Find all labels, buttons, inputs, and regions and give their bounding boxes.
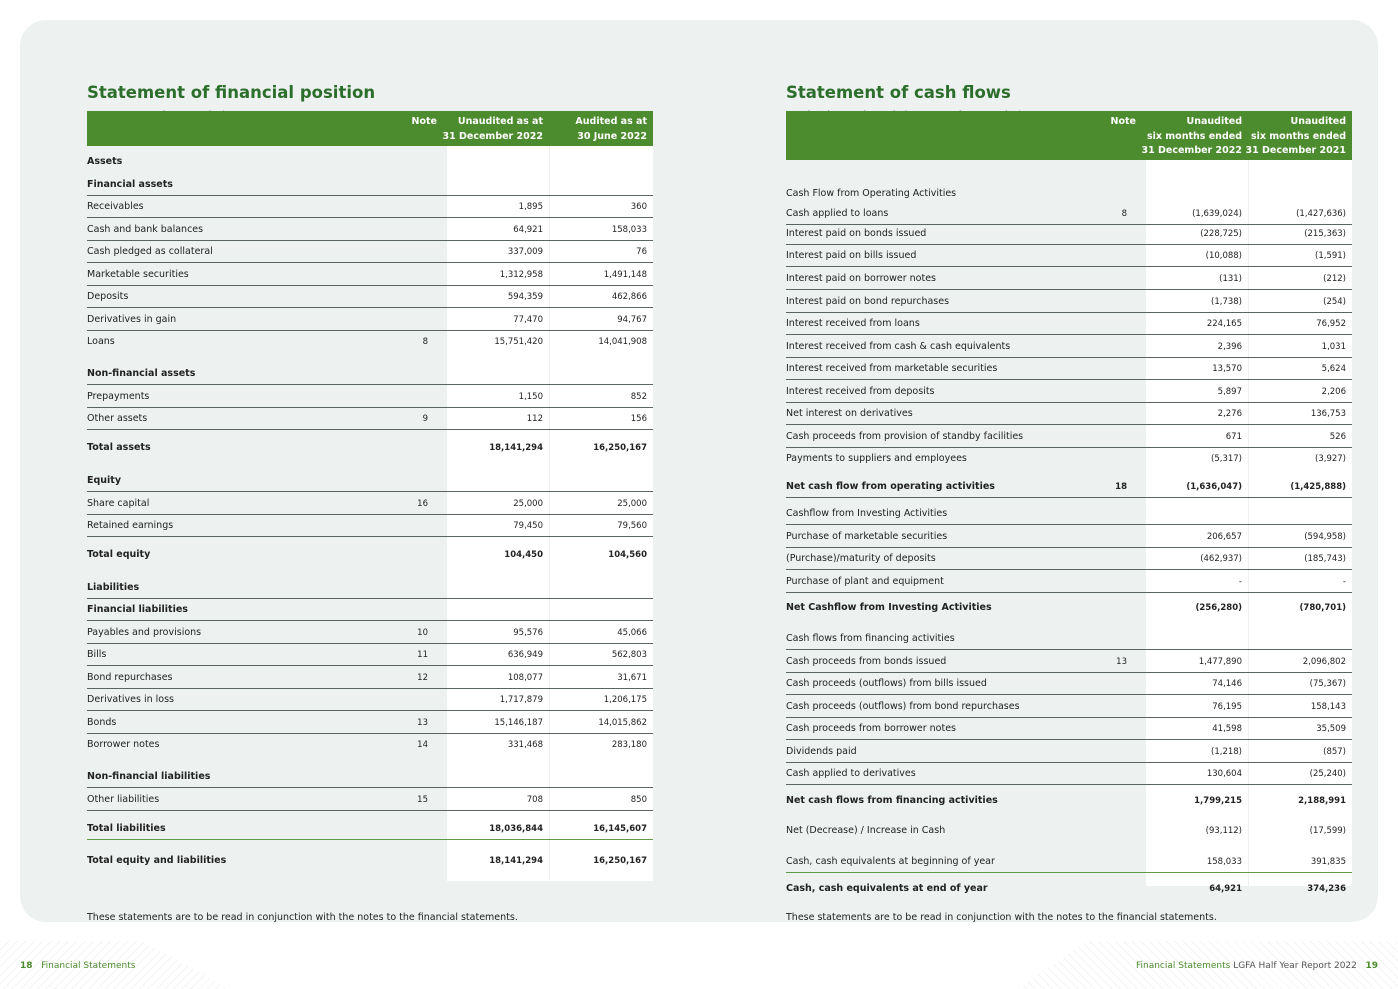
table-row-net-decrease-increase-in-cash	[786, 819, 1352, 841]
row-value-current: 158,033	[1206, 857, 1242, 867]
row-label: Prepayments	[87, 391, 150, 402]
row-label: Liabilities	[87, 582, 140, 593]
table-row-cash-proceeds-from-provision-of-standby-facilities	[786, 425, 1352, 448]
row-label: Cash pledged as collateral	[87, 246, 213, 257]
table-row-derivatives-in-gain	[87, 308, 653, 331]
table-row-marketable-securities	[87, 263, 653, 286]
table-row-interest-paid-on-borrower-notes	[786, 267, 1352, 290]
row-label: Net Cashflow from Investing Activities	[786, 602, 992, 613]
row-label: Derivatives in loss	[87, 694, 174, 705]
row-value-current: (1,738)	[1211, 297, 1242, 307]
table-row-dividends-paid	[786, 740, 1352, 763]
table-row-share-capital	[87, 492, 653, 515]
row-label: Total equity	[87, 549, 151, 560]
row-value-prior: (185,743)	[1304, 554, 1346, 564]
financial-position-header	[87, 111, 653, 146]
table-row-cash-applied-to-derivatives	[786, 762, 1352, 785]
row-value-prior: 35,509	[1316, 724, 1346, 734]
row-value-current: 1,312,958	[499, 270, 543, 280]
row-value-prior: 136,753	[1310, 409, 1346, 419]
row-value-current: 95,576	[513, 628, 543, 638]
financial-position-footnote: These statements are to be read in conjunction with the notes to the financial statements.	[87, 912, 518, 923]
row-label: Net interest on derivatives	[786, 408, 913, 419]
table-row-interest-received-from-loans	[786, 312, 1352, 335]
table-row-cashflow-from-investing-activities	[786, 502, 1352, 525]
statements-panel	[20, 20, 1378, 922]
table-row-interest-received-from-cash-cash-equivalents	[786, 335, 1352, 358]
row-value-prior: 374,236	[1307, 884, 1346, 894]
row-label: Interest received from cash & cash equivalents	[786, 341, 1011, 352]
table-row-financial-liabilities	[87, 598, 653, 621]
table-row-borrower-notes	[87, 733, 653, 755]
row-value-prior: 16,250,167	[593, 856, 647, 866]
footer-right-section: Financial Statements	[1135, 961, 1231, 971]
table-row-assets	[87, 150, 653, 172]
row-value-prior: 2,096,802	[1302, 657, 1346, 667]
row-value-prior: 283,180	[611, 740, 647, 750]
row-value-current: 77,470	[513, 315, 543, 325]
row-label: Total equity and liabilities	[87, 855, 227, 866]
table-row-purchase-maturity-of-deposits	[786, 547, 1352, 570]
table-row-liabilities	[87, 576, 653, 599]
row-value-current: 25,000	[513, 499, 543, 509]
row-label: Cash, cash equivalents at beginning of year	[786, 856, 995, 867]
header-prior-line3: 31 December 2021	[1245, 145, 1346, 156]
row-value-current: 2,396	[1217, 342, 1242, 352]
row-label: Net (Decrease) / Increase in Cash	[786, 825, 946, 836]
row-label: Net cash flow from operating activities	[786, 481, 995, 492]
row-value-current: 1,799,215	[1194, 796, 1242, 806]
header-prior-line1: Audited as at	[575, 116, 647, 127]
table-row-net-cash-flows-from-financing-activities	[786, 789, 1352, 811]
row-value-current: (5,317)	[1211, 454, 1242, 464]
row-value-prior: 158,033	[611, 225, 647, 235]
row-value-current: 18,036,844	[489, 824, 543, 834]
footer-right	[1136, 961, 1378, 971]
table-row-non-financial-liabilities	[87, 765, 653, 788]
row-label: Bonds	[87, 717, 117, 728]
row-label: Payables and provisions	[87, 627, 202, 638]
header-current-line1: Unaudited as at	[457, 116, 543, 127]
table-row-total-equity	[87, 543, 653, 565]
table-row-cash-and-bank-balances	[87, 218, 653, 241]
row-label: Payments to suppliers and employees	[786, 453, 967, 464]
row-label: Assets	[87, 156, 123, 167]
header-note: Note	[411, 116, 437, 127]
table-row-cash-proceeds-outflows-from-bills-issued	[786, 672, 1352, 695]
row-value-current: (1,636,047)	[1186, 482, 1242, 492]
table-row-net-interest-on-derivatives	[786, 402, 1352, 425]
row-label: Equity	[87, 475, 122, 486]
row-label: Bills	[87, 649, 107, 660]
row-value-prior: 5,624	[1321, 364, 1346, 374]
row-label: Dividends paid	[786, 746, 857, 757]
row-value-current: 15,146,187	[494, 718, 543, 728]
table-row-financial-assets	[87, 173, 653, 196]
row-value-prior: (780,701)	[1299, 603, 1346, 613]
row-label: Cash proceeds (outflows) from bills issued	[786, 678, 987, 689]
row-value-prior: (212)	[1323, 274, 1346, 284]
row-label: Cash, cash equivalents at end of year	[786, 883, 988, 894]
row-value-prior: 25,000	[617, 499, 647, 509]
row-value-current: 594,359	[507, 292, 543, 302]
row-note: 18	[1115, 482, 1127, 492]
row-label: Marketable securities	[87, 269, 189, 280]
row-value-current: 112	[526, 414, 543, 424]
footer-left-section: Financial Statements	[41, 961, 136, 971]
table-row-non-financial-assets	[87, 362, 653, 385]
row-value-current: 104,450	[504, 550, 543, 560]
row-label: Cash proceeds from bonds issued	[786, 656, 947, 667]
row-value-current: (131)	[1219, 274, 1242, 284]
row-value-prior: 76	[636, 247, 647, 257]
row-value-prior: 16,145,607	[593, 824, 647, 834]
row-label: (Purchase)/maturity of deposits	[786, 553, 936, 564]
row-label: Cash proceeds from provision of standby facilities	[786, 431, 1024, 442]
row-value-prior: 31,671	[617, 673, 647, 683]
header-current-line2: six months ended	[1146, 130, 1242, 142]
table-row-other-liabilities	[87, 788, 653, 811]
row-value-prior: 2,206	[1321, 387, 1346, 397]
row-value-prior: (17,599)	[1309, 826, 1346, 836]
row-label: Cash proceeds from borrower notes	[786, 723, 957, 734]
table-row-bills	[87, 643, 653, 666]
row-value-prior: 94,767	[617, 315, 647, 325]
row-value-current: 130,604	[1206, 769, 1242, 779]
row-label: Borrower notes	[87, 739, 160, 750]
row-value-current: 636,949	[507, 650, 543, 660]
table-row-cash-proceeds-from-bonds-issued	[786, 650, 1352, 673]
row-value-current: (10,088)	[1205, 251, 1242, 261]
row-value-current: 76,195	[1212, 702, 1242, 712]
row-note: 9	[422, 414, 428, 424]
row-label: Non-financial liabilities	[87, 771, 211, 782]
header-prior-line2: six months ended	[1250, 130, 1346, 142]
row-label: Interest paid on bond repurchases	[786, 296, 950, 307]
row-label: Interest paid on borrower notes	[786, 273, 937, 284]
row-value-current: 671	[1225, 432, 1242, 442]
header-current-period	[442, 115, 543, 144]
row-label: Net cash flows from financing activities	[786, 795, 998, 806]
header-prior-period	[1245, 115, 1346, 159]
row-value-current: 1,477,890	[1198, 657, 1242, 667]
row-value-prior: 526	[1329, 432, 1346, 442]
table-row-cash-proceeds-from-borrower-notes	[786, 717, 1352, 740]
row-value-current: 1,717,879	[499, 695, 543, 705]
header-prior-period	[575, 115, 647, 144]
row-label: Retained earnings	[87, 520, 174, 531]
row-value-prior: 1,206,175	[603, 695, 647, 705]
table-row-prepayments	[87, 385, 653, 408]
header-prior-line1: Unaudited	[1290, 116, 1346, 127]
row-value-current: 331,468	[507, 740, 543, 750]
table-row-derivatives-in-loss	[87, 688, 653, 711]
table-row-bonds	[87, 711, 653, 734]
table-row-equity	[87, 469, 653, 492]
footer-right-report: LGFA Half Year Report 2022	[1233, 961, 1357, 971]
row-value-prior: (75,367)	[1309, 679, 1346, 689]
row-value-prior: 562,803	[611, 650, 647, 660]
row-value-prior: (1,591)	[1315, 251, 1346, 261]
row-value-current: 64,921	[513, 225, 543, 235]
row-label: Loans	[87, 336, 115, 347]
row-value-current: 2,276	[1217, 409, 1242, 419]
row-value-prior: 850	[630, 795, 647, 805]
row-label: Cashflow from Investing Activities	[786, 508, 948, 519]
row-label: Financial assets	[87, 179, 173, 190]
row-note: 16	[417, 499, 428, 509]
table-row-cash-flow-from-operating-activities	[786, 182, 1352, 204]
row-note: 8	[422, 337, 428, 347]
row-note: 8	[1121, 209, 1127, 219]
table-row-cash-pledged-as-collateral	[87, 240, 653, 263]
table-row-purchase-of-marketable-securities	[786, 525, 1352, 548]
row-value-current: 5,897	[1217, 387, 1242, 397]
row-value-current: 1,895	[518, 202, 543, 212]
cash-flows-header	[786, 111, 1352, 160]
row-label: Total liabilities	[87, 823, 166, 834]
row-label: Cash proceeds (outflows) from bond repurchases	[786, 701, 1020, 712]
row-value-current: (93,112)	[1205, 826, 1242, 836]
page-number-right: 19	[1365, 961, 1378, 971]
row-label: Interest received from loans	[786, 318, 920, 329]
financial-position-title: Statement of financial position	[87, 83, 376, 102]
row-label: Receivables	[87, 201, 144, 212]
row-label: Share capital	[87, 498, 150, 509]
row-value-prior: 360	[630, 202, 647, 212]
row-value-current: 18,141,294	[489, 856, 543, 866]
row-value-prior: 104,560	[608, 550, 647, 560]
row-value-prior: 462,866	[611, 292, 647, 302]
row-value-current: (1,218)	[1211, 747, 1242, 757]
table-row-interest-paid-on-bond-repurchases	[786, 290, 1352, 313]
row-label: Other assets	[87, 413, 148, 424]
row-label: Interest paid on bonds issued	[786, 228, 927, 239]
table-row-net-cashflow-from-investing-activities	[786, 596, 1352, 618]
row-value-current: 74,146	[1212, 679, 1242, 689]
row-label: Interest paid on bills issued	[786, 250, 917, 261]
table-row-net-cash-flow-from-operating-activities	[786, 475, 1352, 498]
table-row-purchase-of-plant-and-equipment	[786, 570, 1352, 593]
table-row-other-assets	[87, 407, 653, 430]
footer-left	[20, 961, 135, 971]
row-label: Bond repurchases	[87, 672, 173, 683]
table-row-total-equity-and-liabilities	[87, 849, 653, 871]
table-row-interest-received-from-deposits	[786, 380, 1352, 403]
header-current-line2: 31 December 2022	[442, 130, 543, 142]
row-value-prior: 156	[630, 414, 647, 424]
row-value-current: 41,598	[1212, 724, 1242, 734]
table-row-loans	[87, 330, 653, 352]
row-value-current: (228,725)	[1200, 229, 1242, 239]
row-value-current: -	[1238, 577, 1242, 587]
row-label: Deposits	[87, 291, 129, 302]
row-value-current: 1,150	[518, 392, 543, 402]
row-value-prior: (215,363)	[1304, 229, 1346, 239]
row-value-current: 337,009	[507, 247, 543, 257]
row-label: Interest received from deposits	[786, 386, 935, 397]
row-value-prior: (1,427,636)	[1296, 209, 1346, 219]
row-value-current: (462,937)	[1200, 554, 1242, 564]
row-value-prior: (3,927)	[1315, 454, 1346, 464]
row-value-prior: 391,835	[1310, 857, 1346, 867]
cash-flows-footnote: These statements are to be read in conjunction with the notes to the financial statements.	[786, 912, 1217, 923]
table-row-total-liabilities	[87, 817, 653, 840]
row-value-prior: 45,066	[617, 628, 647, 638]
row-label: Derivatives in gain	[87, 314, 177, 325]
row-value-prior: (594,958)	[1304, 532, 1346, 542]
row-label: Cash flows from financing activities	[786, 633, 955, 644]
row-note: 10	[417, 628, 428, 638]
row-value-current: 64,921	[1209, 884, 1242, 894]
table-row-total-assets	[87, 436, 653, 458]
row-value-prior: 158,143	[1310, 702, 1346, 712]
table-row-cash-flows-from-financing-activities	[786, 627, 1352, 650]
table-row-cash-proceeds-outflows-from-bond-repurchases	[786, 695, 1352, 718]
header-current-line1: Unaudited	[1186, 116, 1242, 127]
row-value-prior: (254)	[1323, 297, 1346, 307]
table-row-interest-paid-on-bonds-issued	[786, 222, 1352, 245]
table-row-cash-cash-equivalents-at-end-of-year	[786, 877, 1352, 899]
row-value-current: 13,570	[1212, 364, 1242, 374]
row-label: Cash applied to derivatives	[786, 768, 916, 779]
row-value-prior: (1,425,888)	[1290, 482, 1346, 492]
row-value-prior: 16,250,167	[593, 443, 647, 453]
row-label: Purchase of marketable securities	[786, 531, 948, 542]
table-row-interest-received-from-marketable-securities	[786, 357, 1352, 380]
row-value-prior: 14,015,862	[598, 718, 647, 728]
row-label: Total assets	[87, 442, 151, 453]
row-value-current: 708	[526, 795, 543, 805]
row-label: Other liabilities	[87, 794, 160, 805]
table-row-payments-to-suppliers-and-employees	[786, 447, 1352, 469]
row-label: Financial liabilities	[87, 604, 188, 615]
row-value-current: 15,751,420	[494, 337, 543, 347]
row-value-prior: -	[1342, 577, 1346, 587]
row-note: 13	[417, 718, 428, 728]
table-row-deposits	[87, 285, 653, 308]
row-value-current: (1,639,024)	[1192, 209, 1242, 219]
row-value-prior: 79,560	[617, 521, 647, 531]
table-row-bond-repurchases	[87, 666, 653, 689]
row-label: Cash applied to loans	[786, 208, 889, 219]
table-row-cash-cash-equivalents-at-beginning-of-year	[786, 850, 1352, 873]
row-value-current: 206,657	[1206, 532, 1242, 542]
table-row-receivables	[87, 195, 653, 218]
row-value-current: 224,165	[1206, 319, 1242, 329]
header-note: Note	[1110, 116, 1136, 127]
row-value-current: 18,141,294	[489, 443, 543, 453]
row-note: 13	[1116, 657, 1127, 667]
table-row-payables-and-provisions	[87, 621, 653, 644]
row-value-prior: 1,491,148	[603, 270, 647, 280]
row-value-current: 108,077	[507, 673, 543, 683]
row-value-prior: (857)	[1323, 747, 1346, 757]
row-label: Cash Flow from Operating Activities	[786, 188, 957, 199]
header-current-line3: 31 December 2022	[1141, 145, 1242, 156]
row-value-prior: 1,031	[1321, 342, 1346, 352]
cash-flows-title: Statement of cash flows	[786, 83, 1011, 102]
row-value-prior: 2,188,991	[1298, 796, 1346, 806]
header-prior-line2: 30 June 2022	[577, 130, 647, 142]
row-value-prior: 852	[630, 392, 647, 402]
row-note: 14	[417, 740, 428, 750]
row-value-current: 79,450	[513, 521, 543, 531]
row-value-current: (256,280)	[1195, 603, 1242, 613]
header-current-period	[1141, 115, 1242, 159]
row-value-prior: (25,240)	[1309, 769, 1346, 779]
row-label: Non-financial assets	[87, 368, 196, 379]
row-label: Cash and bank balances	[87, 224, 204, 235]
row-note: 11	[417, 650, 428, 660]
table-row-interest-paid-on-bills-issued	[786, 244, 1352, 267]
row-value-prior: 76,952	[1316, 319, 1346, 329]
table-row-retained-earnings	[87, 514, 653, 537]
row-label: Interest received from marketable securities	[786, 363, 998, 374]
row-note: 12	[417, 673, 428, 683]
row-label: Purchase of plant and equipment	[786, 576, 944, 587]
row-value-prior: 14,041,908	[598, 337, 647, 347]
page-number-left: 18	[20, 961, 33, 971]
row-note: 15	[417, 795, 428, 805]
